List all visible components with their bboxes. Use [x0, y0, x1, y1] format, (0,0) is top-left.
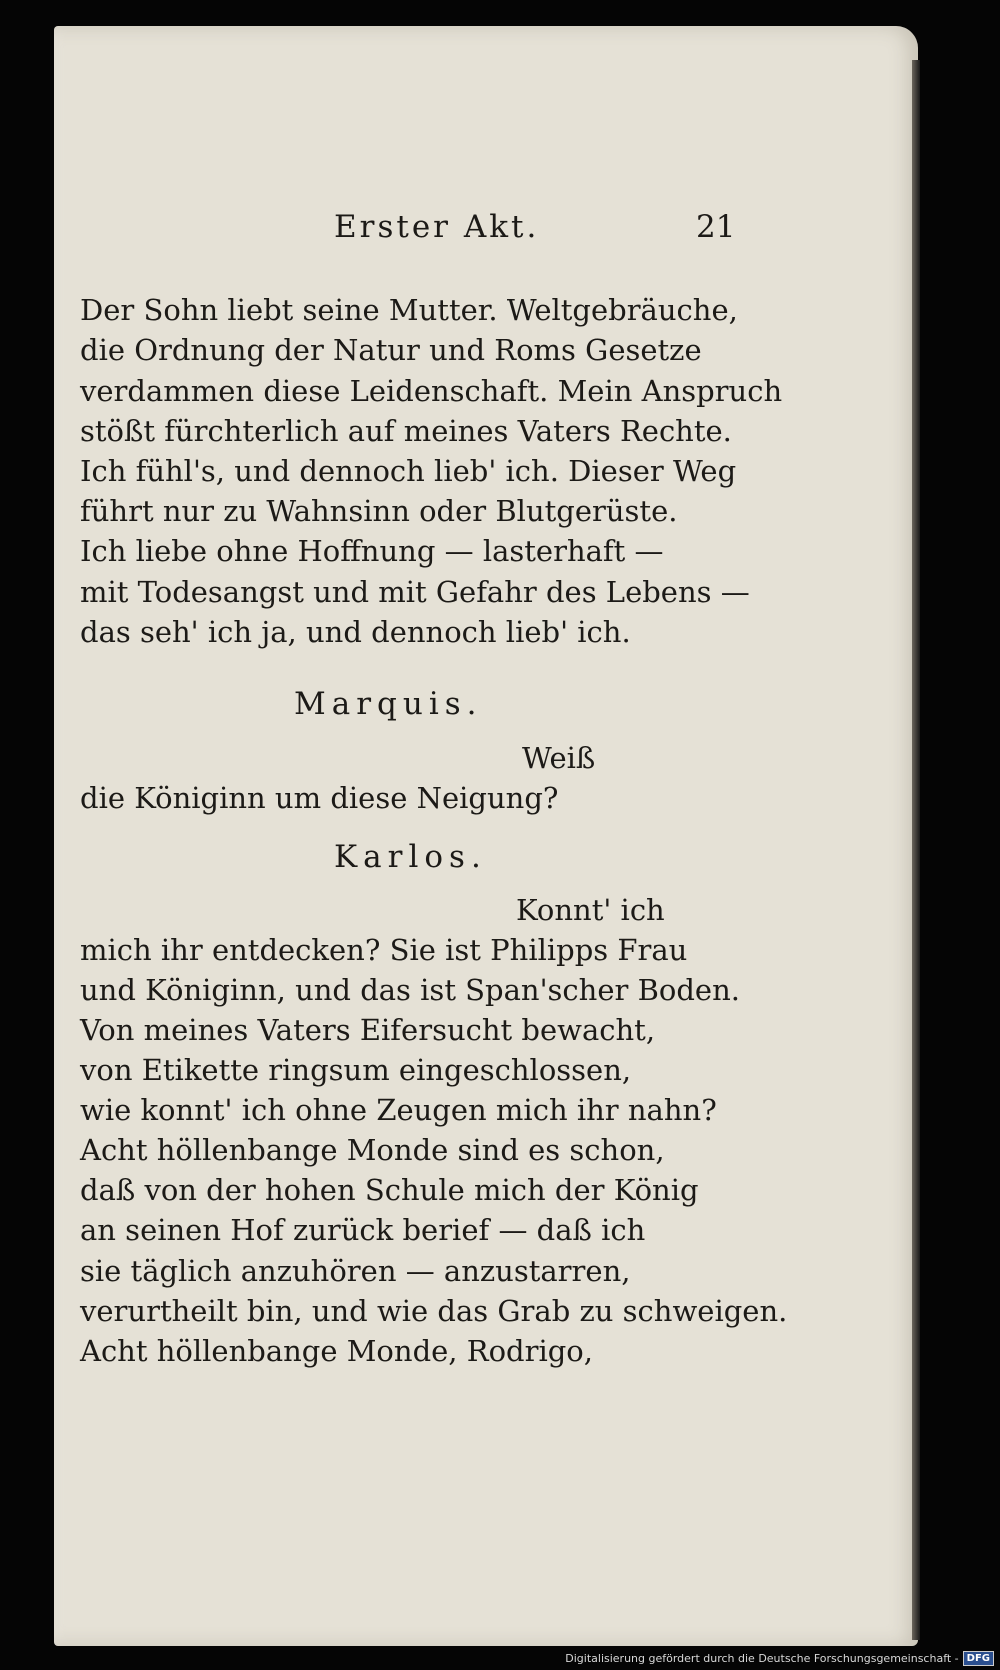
text-line: stößt fürchterlich auf meines Vaters Rechte.	[80, 414, 732, 448]
book-page	[54, 26, 918, 1646]
text-line: verdammen diese Leidenschaft. Mein Anspruch	[80, 374, 783, 408]
text-line: verurtheilt bin, und wie das Grab zu schweigen.	[80, 1294, 788, 1328]
text-line: mit Todesangst und mit Gefahr des Lebens —	[80, 575, 750, 609]
page-edge-shadow	[912, 60, 920, 1640]
text-line: Weiß	[522, 741, 596, 775]
text-line: die Ordnung der Natur und Roms Gesetze	[80, 333, 702, 367]
text-line: wie konnt' ich ohne Zeugen mich ihr nahn?	[80, 1093, 717, 1127]
text-line: Konnt' ich	[516, 893, 665, 927]
running-head: Erster Akt.	[334, 209, 540, 245]
text-line: das seh' ich ja, und dennoch lieb' ich.	[80, 615, 631, 649]
text-line: führt nur zu Wahnsinn oder Blutgerüste.	[80, 494, 678, 528]
text-line: Acht höllenbange Monde, Rodrigo,	[80, 1334, 593, 1368]
text-line: Ich liebe ohne Hoffnung — lasterhaft —	[80, 534, 664, 568]
text-line: Der Sohn liebt seine Mutter. Weltgebräuche,	[80, 293, 738, 327]
text-line: und Königinn, und das ist Span'scher Boden.	[80, 973, 740, 1007]
dfg-logo: DFG	[963, 1651, 994, 1666]
text-line: Ich fühl's, und dennoch lieb' ich. Dieser Weg	[80, 454, 737, 488]
text-line: von Etikette ringsum eingeschlossen,	[80, 1053, 632, 1087]
text-line: daß von der hohen Schule mich der König	[80, 1173, 699, 1207]
credit-text: Digitalisierung gefördert durch die Deutsche Forschungsgemeinschaft -	[565, 1651, 959, 1665]
text-line: sie täglich anzuhören — anzustarren,	[80, 1254, 631, 1288]
text-line: die Königinn um diese Neigung?	[80, 781, 559, 815]
text-line: mich ihr entdecken? Sie ist Philipps Frau	[80, 933, 688, 967]
text-line: Acht höllenbange Monde sind es schon,	[80, 1133, 665, 1167]
digitization-credit	[565, 1650, 994, 1666]
speaker-name-marquis: Marquis.	[294, 686, 483, 722]
text-line: an seinen Hof zurück berief — daß ich	[80, 1213, 646, 1247]
text-line: Von meines Vaters Eifersucht bewacht,	[80, 1013, 656, 1047]
page-number: 21	[696, 209, 736, 245]
speaker-name-karlos: Karlos.	[334, 839, 487, 875]
